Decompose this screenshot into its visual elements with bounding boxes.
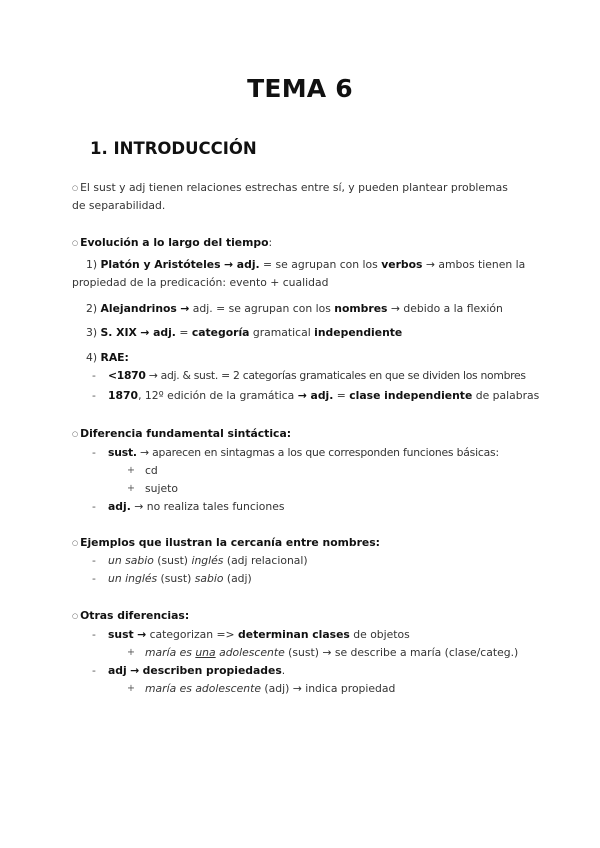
evolucion-heading: ○ Evolución a lo largo del tiempo: [72, 236, 273, 249]
plus-marker: + [127, 483, 135, 494]
bullet-circle: ○ [72, 539, 79, 547]
arrow-icon: → [390, 302, 400, 315]
dash-marker: - [92, 554, 96, 567]
bullet-circle: ○ [72, 239, 79, 247]
arrow-icon: → [134, 500, 144, 513]
evolucion-item-2: 2) Alejandrinos → adj. = se agrupan con los nombres → debido a la flexión [86, 302, 503, 315]
evolucion-item-1-line-2: propiedad de la predicación: evento + cualidad [72, 276, 329, 289]
rae-sub-2: 1870, 12º edición de la gramática → adj. = clase independiente de palabras [108, 389, 540, 402]
dash-marker: - [92, 500, 96, 513]
arrow-icon: → [180, 302, 190, 315]
intro-line-2: de separabilidad. [72, 199, 166, 212]
diferencia-sust-sub-2: sujeto [145, 482, 178, 495]
bullet-circle: ○ [72, 430, 79, 438]
arrow-icon: → [292, 682, 302, 695]
arrow-icon: → [130, 664, 140, 677]
dash-marker: - [92, 664, 96, 677]
arrow-icon: → [224, 258, 234, 271]
arrow-icon: → [297, 389, 307, 402]
ejemplo-1: un sabio (sust) inglés (adj relacional) [108, 554, 308, 567]
plus-marker: + [127, 683, 135, 694]
dash-marker: - [92, 369, 96, 382]
evolucion-item-3: 3) S. XIX → adj. = categoría gramatical independiente [86, 326, 403, 339]
diferencia-adj-item: adj. → no realiza tales funciones [108, 500, 285, 513]
dash-marker: - [92, 446, 96, 459]
arrow-icon: → [322, 646, 332, 659]
intro-line-1: ○ El sust y adj tienen relaciones estrechas entre sí, y pueden plantear problemas [72, 181, 508, 194]
arrow-icon: → [137, 628, 147, 641]
arrow-icon: → [148, 369, 158, 382]
arrow-icon: → [425, 258, 435, 271]
ejemplos-heading: ○ Ejemplos que ilustran la cercanía entre nombres: [72, 536, 380, 549]
document-title: TEMA 6 [247, 74, 353, 103]
arrow-icon: → [140, 446, 149, 459]
evolucion-item-4: 4) RAE: [86, 351, 129, 364]
dash-marker: - [92, 389, 96, 402]
ejemplo-2: un inglés (sust) sabio (adj) [108, 572, 252, 585]
diferencia-heading: ○ Diferencia fundamental sintáctica: [72, 427, 292, 440]
otras-sust-sub: maría es una adolescente (sust) → se describe a maría (clase/categ.) [145, 646, 519, 659]
arrow-icon: → [140, 326, 150, 339]
diferencia-sust-sub-1: cd [145, 464, 158, 477]
otras-adj-item: adj → describen propiedades. [108, 664, 286, 677]
plus-marker: + [127, 465, 135, 476]
dash-marker: - [92, 628, 96, 641]
otras-adj-sub: maría es adolescente (adj) → indica propiedad [145, 682, 396, 695]
rae-sub-1: <1870 → adj. & sust. = 2 categorías gramaticales en que se dividen los nombres [108, 369, 526, 382]
dash-marker: - [92, 572, 96, 585]
bullet-circle: ○ [72, 612, 79, 620]
bullet-circle: ○ [72, 184, 79, 192]
plus-marker: + [127, 647, 135, 658]
evolucion-item-1: 1) Platón y Aristóteles → adj. = se agrupan con los verbos → ambos tienen la [86, 258, 526, 271]
otras-sust-item: sust → categorizan => determinan clases de objetos [108, 628, 410, 641]
section-heading: 1. INTRODUCCIÓN [90, 139, 257, 158]
diferencia-sust-item: sust. → aparecen en sintagmas a los que corresponden funciones básicas: [108, 446, 499, 459]
otras-heading: ○ Otras diferencias: [72, 609, 190, 622]
